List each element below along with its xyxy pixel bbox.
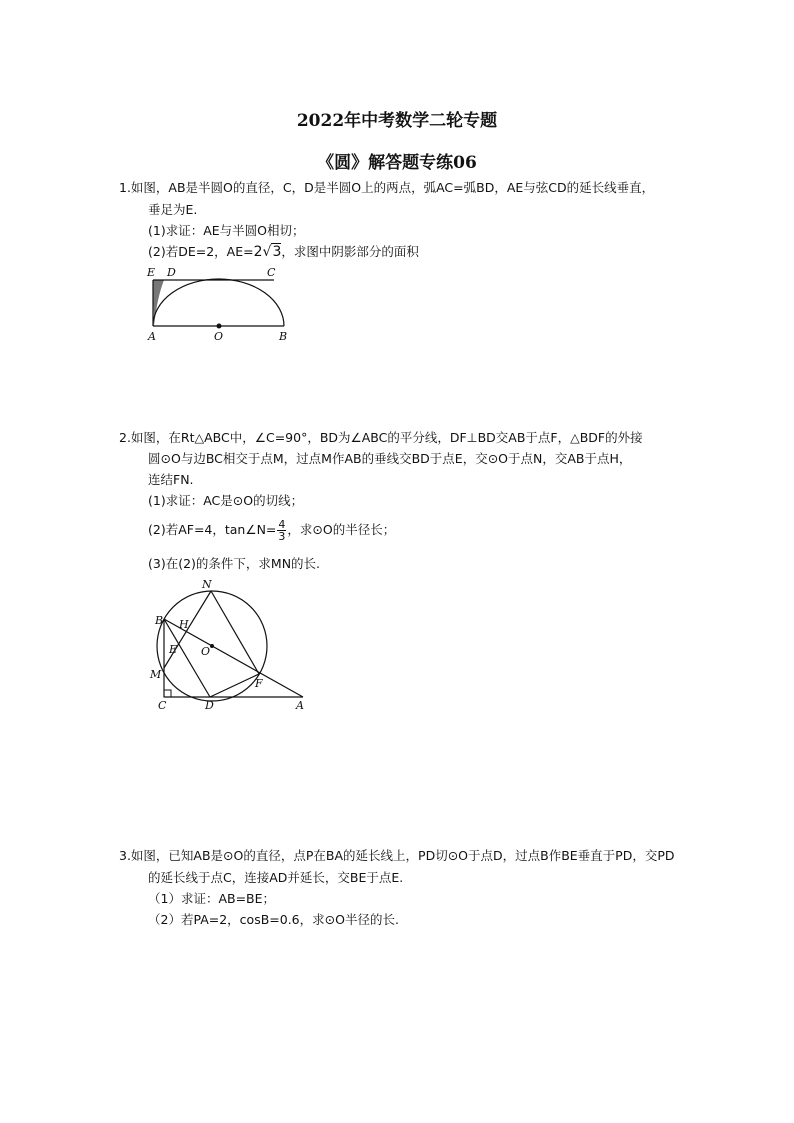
q1-part2-text-a: (2)若DE=2，AE= — [148, 244, 254, 259]
q2-figure — [145, 576, 315, 711]
q1-label-B: B — [279, 330, 288, 343]
q3-stem-line2: 的延长线于点C，连接AD并延长，交BE于点E. — [148, 870, 404, 885]
q3-part2: （2）若PA=2，cosB=0.6，求⊙O半径的长. — [148, 912, 399, 927]
q1-part1: (1)求证：AE与半圆O相切； — [148, 223, 305, 238]
q1-part2-radical: 2√3 — [253, 244, 282, 260]
q1-center-dot — [217, 324, 222, 329]
page-subtitle: 《圆》解答题专练06 — [317, 153, 477, 173]
q2-part2-text-a: (2)若AF=4，tan∠N= — [148, 522, 277, 537]
q1-label-A: A — [148, 330, 156, 343]
q2-part2-text-b: ，求⊙O的半径长； — [287, 522, 396, 537]
q1-stem-line1: 1.如图，AB是半圆O的直径，C，D是半圆O上的两点，弧AC=弧BD，AE与弦CD的延长线垂直， — [119, 180, 655, 195]
q1-label-O: O — [214, 330, 224, 343]
q2-label-B: B — [155, 614, 164, 627]
q2-fraction-numerator: 4 — [278, 518, 286, 531]
q1-part2-text-b: ，求图中阴影部分的面积 — [281, 244, 419, 259]
q2-part2 — [148, 519, 395, 542]
q2-label-M: M — [150, 668, 162, 681]
q2-label-A: A — [296, 699, 304, 711]
q2-part2-fraction — [277, 519, 286, 542]
q1-semicircle-arc — [153, 279, 284, 326]
q2-label-N: N — [202, 578, 212, 591]
q2-stem-line2: 圆⊙O与边BC相交于点M，过点M作AB的垂线交BD于点E，交⊙O于点N，交AB于点H， — [148, 451, 632, 466]
q1-figure — [140, 264, 300, 344]
q1-part2 — [148, 244, 419, 260]
q2-part1: (1)求证：AC是⊙O的切线； — [148, 493, 304, 508]
q1-part2-coef: 2 — [253, 244, 263, 260]
q2-label-H: H — [179, 618, 189, 631]
q1-label-C: C — [267, 266, 276, 279]
q1-stem-line2: 垂足为E. — [148, 202, 198, 217]
q1-shaded-region — [153, 280, 164, 326]
q2-label-F: F — [255, 677, 263, 690]
q1-part2-radicand: 3 — [272, 244, 282, 260]
q2-label-C: C — [158, 699, 167, 711]
q2-right-angle-mark — [164, 690, 171, 697]
q2-segment-NF — [211, 591, 259, 674]
q3-stem-line1: 3.如图，已知AB是⊙O的直径，点P在BA的延长线上，PD切⊙O于点D，过点B作BE垂直于PD，交PD — [119, 848, 675, 863]
q1-label-E: E — [147, 266, 156, 279]
q2-stem-line3: 连结FN. — [148, 472, 194, 487]
q2-label-E: E — [169, 643, 178, 656]
q2-part3: (3)在(2)的条件下，求MN的长. — [148, 556, 321, 571]
q1-label-D: D — [167, 266, 176, 279]
page-title: 2022年中考数学二轮专题 — [296, 111, 498, 131]
q2-label-O: O — [201, 645, 211, 658]
q2-fraction-denominator: 3 — [278, 530, 286, 543]
q2-label-D: D — [205, 699, 214, 711]
q2-stem-line1: 2.如图，在Rt△ABC中，∠C=90°，BD为∠ABC的平分线，DF⊥BD交AB于点F，△BDF的外接 — [119, 430, 643, 445]
q2-center-dot — [210, 644, 214, 648]
q2-segment-DF — [210, 674, 259, 697]
q3-part1: （1）求证：AB=BE； — [148, 891, 276, 906]
